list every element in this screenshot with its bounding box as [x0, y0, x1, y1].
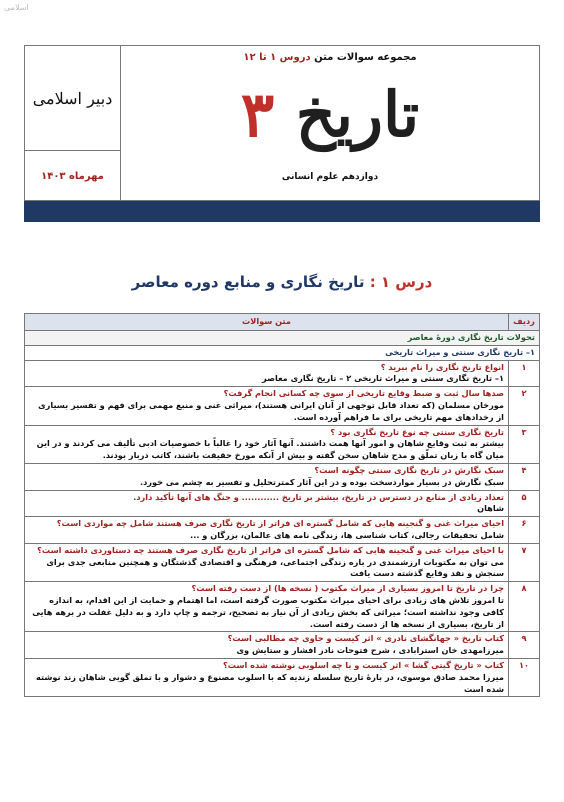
table-row	[25, 632, 540, 659]
row-number: ۱۰	[509, 658, 540, 696]
row-content	[25, 425, 509, 463]
question-text: کتاب « تاریخ گیتی گشا » اثر کیست و با چه اسلوبی نوشته شده است؟	[223, 659, 504, 670]
collection-prefix: مجموعه سوالات متن	[314, 52, 417, 63]
teacher-name: دبیر اسلامی	[32, 88, 113, 108]
question-text: صدها سال ثبت و ضبط وقایع تاریخی از سوی چه کسانی انجام گرفت؟	[223, 388, 504, 399]
row-content	[25, 490, 509, 517]
lesson-title	[24, 273, 540, 291]
question-text: چرا در تاریخ تا امروز بسیاری از میراث مکتوب ( نسخه ها) از دست رفته است؟	[191, 583, 504, 594]
corner-mark: اسلامی	[4, 3, 29, 12]
header-box	[24, 45, 540, 201]
collection-range: دروس ۱ تا ۱۲	[243, 52, 311, 63]
col-num-header: ردیف	[509, 314, 540, 331]
question-text: انواع تاریخ نگاری را نام ببرید ؟	[380, 361, 504, 372]
answer-text: میرزامهدی خان استرابادی ، شرح فتوحات نادر افشار و ستایش وی	[236, 645, 504, 656]
row-content	[25, 360, 509, 387]
question-text: سبک نگارش در تاریخ نگاری سنتی چگونه است؟	[314, 464, 504, 475]
header-main	[121, 46, 539, 200]
table-header-row	[25, 314, 540, 331]
row-content	[25, 517, 509, 544]
section-row	[25, 331, 540, 346]
title-word: تاریخ	[295, 78, 420, 151]
answer-text: تا امروز تلاش های زیادی برای احیای میراث مکتوب صورت گرفته است، اما اهتمام و حمایت از این اقدام، به اندازه کافی وجود نداشته است؛ میراثی که بخش زیادی از آن نیاز به تصحیح، ترجمه و چاپ دارد و به دلیل غفلت در برهه هایی از تاریخ، بسیاری از نسخه ها از دست رفته است.	[32, 594, 504, 629]
row-number: ۲	[509, 387, 540, 425]
subsection-row	[25, 345, 540, 360]
date-cell	[25, 150, 120, 201]
answer-text: شامل تحقیقات رجالی، کتاب شناسی ها، زندگی نامه های عالمان، بزرگان و ...	[190, 529, 504, 540]
date-label: مهرماه ۱۴۰۳	[41, 170, 104, 182]
row-content	[25, 463, 509, 490]
col-question-header: متن سوالات	[25, 314, 509, 331]
answer-text: بیشتر به ثبت وقایع شاهان و امور آنها همت داشتند. آنها آثار خود را غالباً با خصوصیات ادبی تألیف می کردند و در این میان گاه با زبان تملّق و مدح شاهان سخن گفته و بیش از آنکه مورخ حقیقت باشند، کاتب دربار بودند.	[36, 438, 504, 461]
answer-text: میرزا محمد صادق موسوی، در بارهٔ تاریخ سلسله زندیه که با اسلوب مصنوع و دشوار و با تملق گویی شاهان زند نوشته شده است	[36, 671, 504, 694]
teacher-cell	[25, 46, 120, 150]
table-row	[25, 543, 540, 581]
lesson-name: تاریخ نگاری و منابع دوره معاصر	[131, 273, 365, 291]
table-row	[25, 463, 540, 490]
big-title	[121, 70, 539, 160]
question-text: کتاب تاریخ « جهانگشای نادری » اثر کیست و حاوی چه مطالبی است؟	[227, 633, 504, 644]
row-content	[25, 632, 509, 659]
questions-table	[24, 313, 540, 697]
table-row	[25, 387, 540, 425]
header-side-panel	[25, 46, 121, 200]
row-content	[25, 658, 509, 696]
grade-label: دوازدهم علوم انسانی	[281, 172, 379, 182]
row-content	[25, 582, 509, 632]
row-number: ۹	[509, 632, 540, 659]
row-number: ۳	[509, 425, 540, 463]
row-number: ۵	[509, 490, 540, 517]
question-text: احیای میراث غنی و گنجینه هایی که شامل گستره ای فراتر از تاریخ نگاری صرف هستند شامل چه مواردی است؟	[56, 518, 504, 529]
lesson-number: درس ۱ :	[369, 273, 433, 291]
blue-band	[24, 201, 540, 222]
table-row	[25, 490, 540, 517]
answer-text: شاهان	[477, 503, 504, 514]
question-text: تاریخ نگاری سنتی چه نوع تاریخ نگاری بود ؟	[330, 426, 504, 437]
table-row	[25, 582, 540, 632]
table-row	[25, 658, 540, 696]
row-content	[25, 387, 509, 425]
question-text: تعداد زیادی از منابع در دسترس در تاریخ، بیشتر بر تاریخ ............ و جنگ های آنها تأکید دارد.	[133, 491, 504, 502]
row-number: ۴	[509, 463, 540, 490]
answer-text: ۱– تاریخ نگاری سنتی و میراث تاریخی ۲ – تاریخ نگاری معاصر	[261, 373, 504, 384]
answer-text: مورخان مسلمان (که تعداد قابل توجهی از آنان ایرانی هستند)، میراثی غنی و منبع مهمی برای فهم و تفسیر بسیاری از رخدادهای مهم تاریخی برای ما فراهم آورده است.	[38, 399, 504, 422]
row-content	[25, 543, 509, 581]
subsection-title: ۱– تاریخ نگاری سنتی و میراث تاریخی	[25, 345, 540, 360]
row-number: ۸	[509, 582, 540, 632]
title-number: ۳	[240, 78, 275, 151]
table-row	[25, 425, 540, 463]
table-row	[25, 517, 540, 544]
table-row	[25, 360, 540, 387]
row-number: ۶	[509, 517, 540, 544]
section-title: تحولات تاریخ نگاری دورهٔ معاصر	[25, 331, 540, 346]
collection-label	[121, 52, 539, 63]
row-number: ۷	[509, 543, 540, 581]
question-text: با احیای میراث غنی و گنجینه هایی که شامل گستره ای فراتر از تاریخ نگاری صرف هستند چه دستاوردی داشته است؟	[37, 544, 504, 555]
answer-text: سبک نگارش در بسیار مواردسخت بوده و در این آثار کمترتحلیل و تفسیر به چشم می خورد.	[139, 476, 504, 487]
answer-text: می توان به مکتوبات ارزشمندی در باره زندگی اجتماعی، فرهنگی و اقتصادی گذشتگان و همچنین منابعی جدی برای سنجش و نقد وقایع گذشته دست یافت	[46, 556, 504, 579]
row-number: ۱	[509, 360, 540, 387]
